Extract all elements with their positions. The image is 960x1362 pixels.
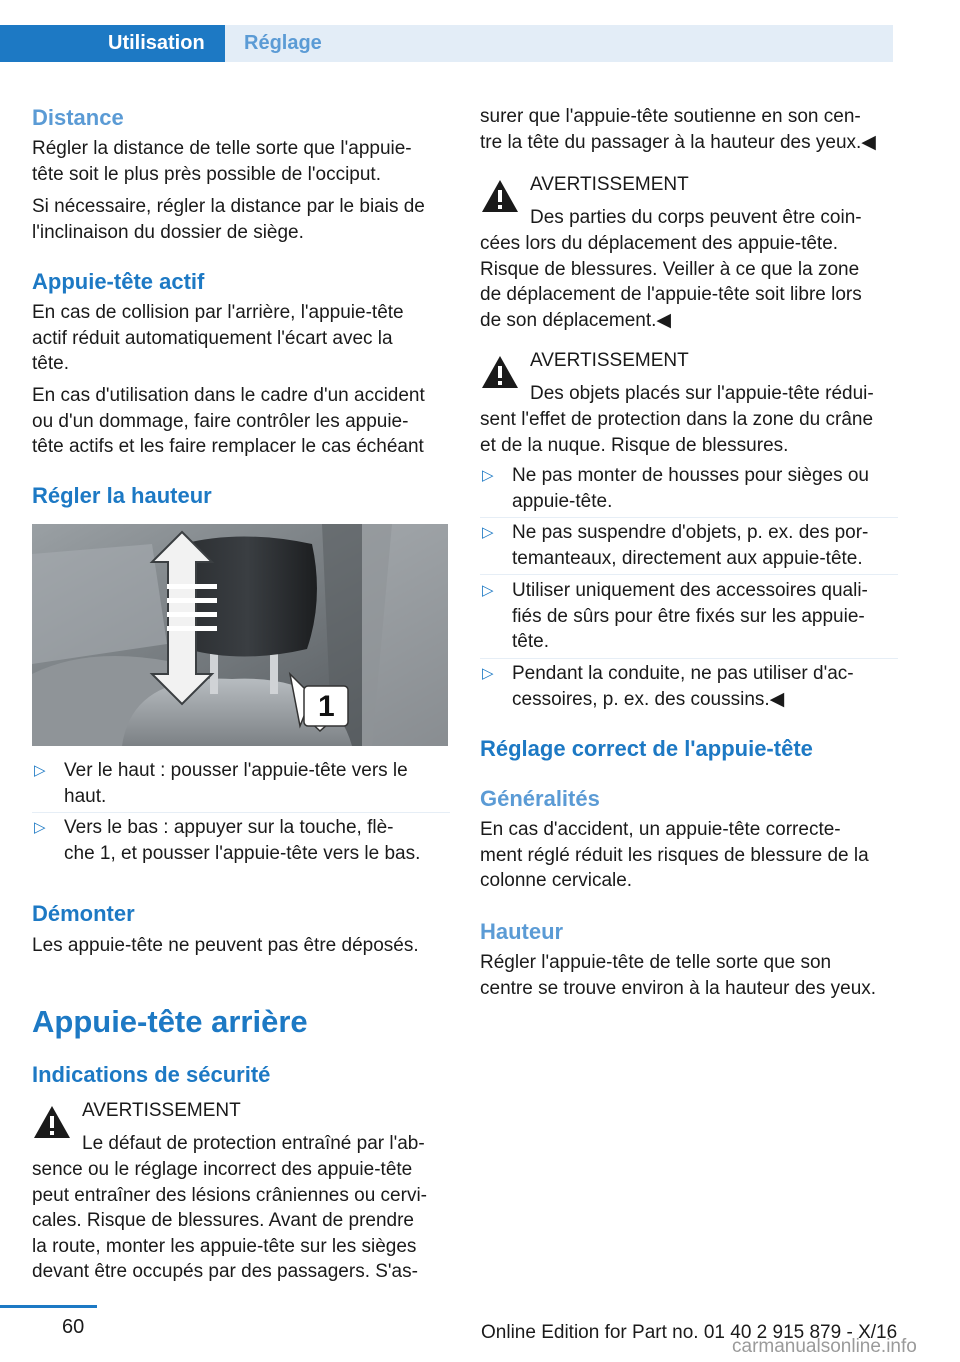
actif-heading: Appuie-tête actif: [32, 269, 205, 294]
footer-rule: [0, 1305, 97, 1308]
page-number: 60: [62, 1316, 85, 1338]
triangle-bullet-icon: ▷: [482, 582, 494, 599]
bullet-divider: [480, 517, 898, 518]
warning-icon: [480, 354, 520, 390]
warning-text: cées lors du déplacement des appuie-tête. Risque de blessures. Veiller à ce que la zone de déplacement de l'appuie-tête soit libre lors de son déplacement.◀: [480, 233, 862, 331]
hauteur-heading: Régler la hauteur: [32, 483, 212, 508]
warning-title: AVERTISSEMENT: [82, 1100, 241, 1121]
bullet-divider: [32, 812, 450, 813]
warning-line-1: Des parties du corps peuvent être coin-: [530, 207, 862, 228]
distance-text-1: Régler la distance de telle sorte que l'appuie- tête soit le plus près possible de l'occiput.: [32, 138, 412, 185]
warning-line-1: Des objets placés sur l'appuie-tête rédui-: [530, 383, 874, 404]
left-column-lower: ▷ Ver le haut : pousser l'appuie-tête vers le haut. ▷ Vers le bas : appuyer sur la touche, flè- che 1, et pousser l'appuie-tête vers le bas. Démonter Les appuie-tête ne peuvent pas être déposés. Appuie-tête arrière Indications de sécurité AVERTISSEMENT Le défaut de protection entraîné par l'ab- sence ou le réglage incorrect des appuie-tête peut entraîner des lésions crâniennes ou cervi- cales. Risque de blessures. Avant de prendre la route, monter les appuie-tête sur les sièges devant être occupés par des passagers. S'as-: [32, 0, 450, 1300]
tab-utilisation[interactable]: Utilisation: [0, 25, 225, 62]
actif-text-1: En cas de collision par l'arrière, l'appuie-tête actif réduit automatiquement l'écart avec la tête.: [32, 302, 404, 374]
section-title-arriere: Appuie-tête arrière: [32, 1004, 308, 1039]
triangle-bullet-icon: ▷: [482, 524, 494, 541]
warning-icon: [32, 1104, 72, 1140]
continued-text: surer que l'appuie-tête soutienne en son cen- tre la tête du passager à la hauteur des yeux.◀: [480, 106, 876, 153]
generalites-text: En cas d'accident, un appuie-tête correcte- ment réglé réduit les risques de blessure de la colonne cervicale.: [480, 819, 869, 891]
warning-text: sent l'effet de protection dans la zone du crâne et de la nuque. Risque de blessures.: [480, 409, 874, 456]
tab-reglage[interactable]: Réglage: [225, 25, 893, 62]
warning-title: AVERTISSEMENT: [530, 174, 689, 195]
right-column: surer que l'appuie-tête soutienne en son cen- tre la tête du passager à la hauteur des yeux.◀ AVERTISSEMENT Des parties du corps peuvent être coin- cées lors du déplacement des appuie-tête. Risque de blessures. Veiller à ce que la zone de déplacement de l'appuie-tête soit libre lors de son déplacement.◀ AVERTISSEMENT Des objets placés sur l'appuie-tête rédui- sent l'effet de protection dans la zone du crâne et de la nuque. Risque de blessures. ▷ Ne pas monter de housses pour sièges ou appuie-tête. ▷ Ne pas suspendre d'objets, p. ex. des por- temanteaux, directement aux appuie-tête. ▷ Utiliser uniquement des accessoires quali- fiés de sûrs pour être fixés sur les appuie- tête. ▷ Pendant la conduite, ne pas utiliser d'ac- cessoires, p. ex. des coussins.◀ Réglage correct de l'appuie-tête Généralités En cas d'accident, un appuie-tête correcte- ment réglé réduit les risques de blessure de la colonne cervicale. Hauteur Régler l'appuie-tête de telle sorte que son centre se trouve environ à la hauteur des yeux.: [480, 0, 898, 1300]
securite-heading: Indications de sécurité: [32, 1062, 271, 1087]
hauteur-right-heading: Hauteur: [480, 919, 564, 944]
distance-text-2: Si nécessaire, régler la distance par le biais de l'inclinaison du dossier de siège.: [32, 196, 425, 243]
reglage-heading: Réglage correct de l'appuie-tête: [480, 736, 813, 761]
distance-heading: Distance: [32, 105, 124, 130]
bullet-divider: [480, 574, 898, 575]
watermark: carmanualsonline.info: [732, 1336, 917, 1357]
warning-text: sence ou le réglage incorrect des appuie-tête peut entraîner des lésions crâniennes ou cervi- cales. Risque de blessures. Avant de prendre la route, monter les appuie-tête sur les sièges devant être occupés par des passagers. S'as-: [32, 1159, 428, 1282]
triangle-bullet-icon: ▷: [482, 467, 494, 484]
warning-icon: [480, 178, 520, 214]
triangle-bullet-icon: ▷: [34, 762, 46, 779]
actif-text-2: En cas d'utilisation dans le cadre d'un accident ou d'un dommage, faire contrôler les appuie- tête actifs et les faire remplacer le cas échéant: [32, 385, 425, 457]
warning-title: AVERTISSEMENT: [530, 350, 689, 371]
warning-line-1: Le défaut de protection entraîné par l'ab-: [82, 1133, 425, 1154]
triangle-bullet-icon: ▷: [482, 665, 494, 682]
triangle-bullet-icon: ▷: [34, 819, 46, 836]
figure-callout-label: 1: [318, 690, 335, 723]
generalites-heading: Généralités: [480, 786, 600, 811]
hauteur-text: Régler l'appuie-tête de telle sorte que son centre se trouve environ à la hauteur des yeux.: [480, 952, 877, 999]
edition-text: Online Edition for Part no. 01 40 2 915 879 - X/16: [481, 1322, 898, 1343]
bullet-divider: [480, 658, 898, 659]
demonter-heading: Démonter: [32, 901, 135, 926]
demonter-text: Les appuie-tête ne peuvent pas être déposés.: [32, 935, 419, 956]
